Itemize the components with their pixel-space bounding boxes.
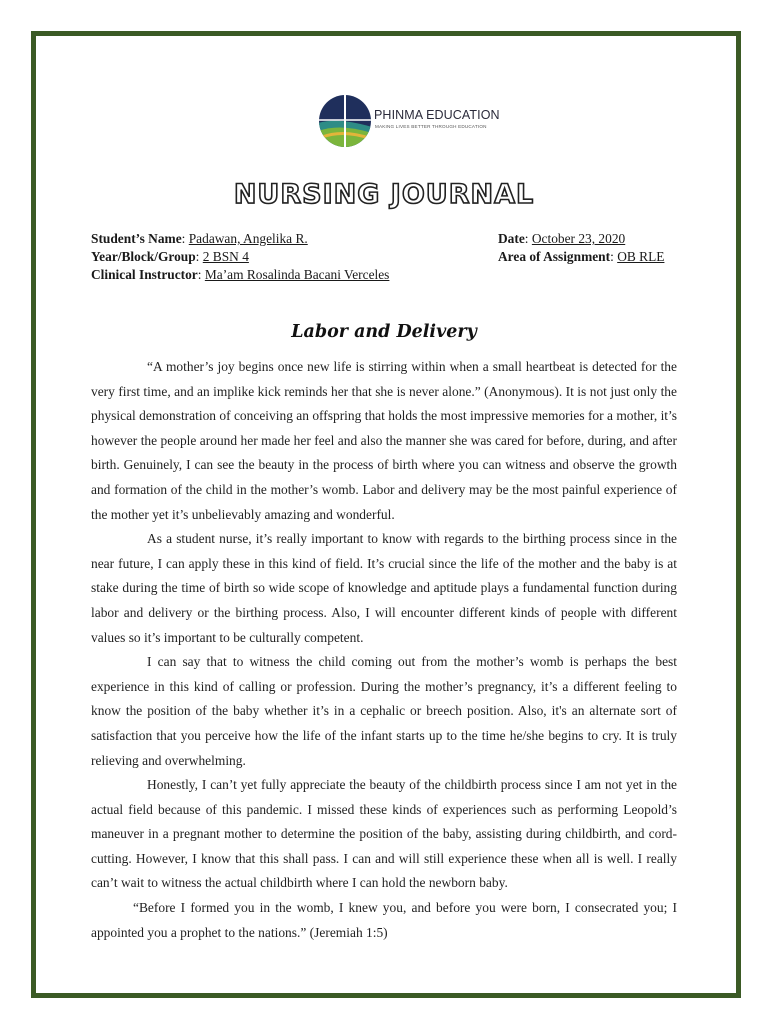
clinical-instructor-value: Ma’am Rosalinda Bacani Verceles xyxy=(204,267,390,282)
colon: : xyxy=(610,249,614,264)
colon: : xyxy=(197,267,202,282)
paragraph: I can say that to witness the child coming out from the mother’s womb is perhaps the best experience in this kind of calling or profession. During the mother’s pregnancy, it’s a different feeling to know the position of the baby whether it’s in a cephalic or breech position. Also, it's an alternate sort of satisfaction that you perceive how the life of the infant starts up to the time he/she begins to cry. It is truly relieving and overwhelming. xyxy=(91,654,677,768)
paragraph: As a student nurse, it’s really important to know with regards to the birthing process since in the near future, I can apply these in this kind of field. It’s crucial since the life of the mother and the baby is at stake during the time of birth so wide scope of knowledge and aptitude plays a fundamental function during labor and delivery or the birthing process. Also, I will encounter different kinds of people with different values so it’s important to be culturally competent. xyxy=(91,531,677,645)
journal-body xyxy=(91,355,677,945)
year-block-row xyxy=(91,247,249,266)
date-row xyxy=(498,229,625,248)
section-title: Labor and Delivery xyxy=(291,322,477,342)
colon: : xyxy=(195,249,200,264)
closing-quote: “Before I formed you in the womb, I knew you, and before you were born, I consecrated you; I appointed you a prophet to the nations.” (Jeremiah 1:5) xyxy=(91,900,677,940)
page-title: NURSING JOURNAL xyxy=(233,179,535,210)
date-value: October 23, 2020 xyxy=(531,231,626,246)
colon: : xyxy=(524,231,529,246)
colon: : xyxy=(181,231,186,246)
phinma-emblem-icon xyxy=(318,93,372,149)
clinical-instructor-row xyxy=(91,265,389,284)
date-label: Date xyxy=(498,231,525,246)
paragraph: Honestly, I can’t yet fully appreciate the beauty of the childbirth process since I am not yet in the actual field because of this pandemic. I missed these kinds of experiences such as performing Leopold’s maneuver in a pregnant mother to determine the position of the baby, assisting during childbirth, and cord-cutting. However, I know that this shall pass. I can and will still experience these when all is well. I really can’t wait to witness the actual childbirth where I can hold the newborn baby. xyxy=(91,777,677,891)
area-assignment-row xyxy=(498,247,664,266)
phinma-logo xyxy=(318,93,498,149)
logo-wordmark: PHINMA EDUCATION xyxy=(374,108,500,122)
paragraph: “A mother’s joy begins once new life is stirring within when a small heartbeat is detected for the very first time, and an implike kick reminds her that she is never alone.” (Anonymous). It is not just only the physical demonstration of conceiving an offspring that holds the most impressive memories for a mother, it’s however the people around her made her feel and also the manner she was cared for before, during, and after birth. Genuinely, I can see the beauty in the process of birth where you can witness and observe the growth and formation of the child in the mother’s womb. Labor and delivery may be the most painful experience of the mother yet it’s unbelievably amazing and wonderful. xyxy=(91,359,677,522)
student-name-row xyxy=(91,229,308,248)
area-assignment-label: Area of Assignment xyxy=(498,249,611,264)
area-assignment-value: OB RLE xyxy=(617,249,665,264)
year-block-value: 2 BSN 4 xyxy=(202,249,249,264)
logo-tagline: MAKING LIVES BETTER THROUGH EDUCATION xyxy=(375,124,487,129)
student-name-value: Padawan, Angelika R. xyxy=(188,231,308,246)
student-name-label: Student’s Name xyxy=(91,231,182,246)
year-block-label: Year/Block/Group xyxy=(91,249,196,264)
clinical-instructor-label: Clinical Instructor xyxy=(91,267,198,282)
